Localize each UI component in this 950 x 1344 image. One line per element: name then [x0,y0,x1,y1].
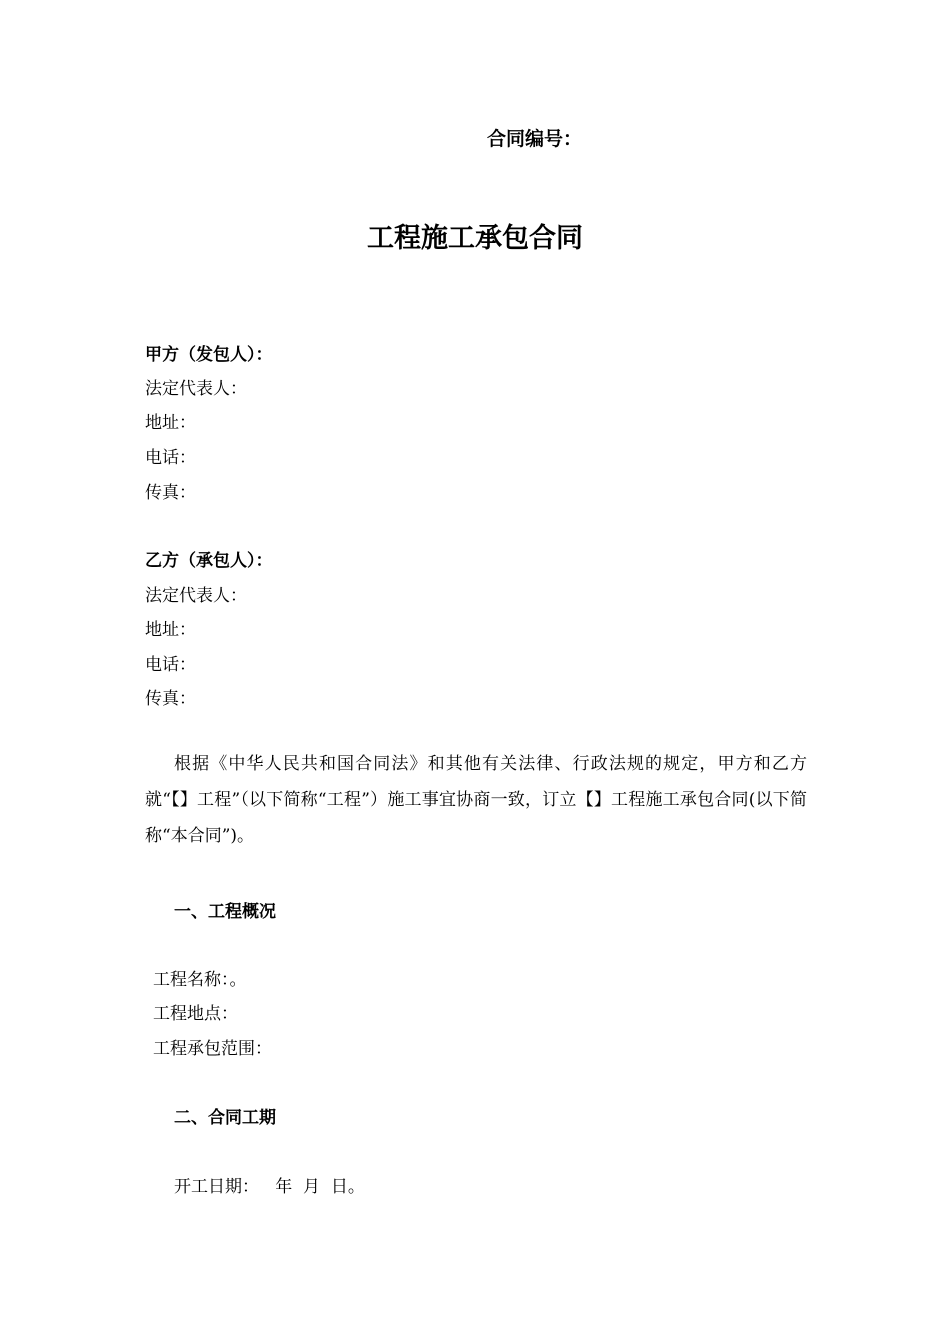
party-a-fax: 传真： [145,483,196,503]
section-2-heading: 二、合同工期 [174,1108,276,1128]
party-b-fax: 传真： [145,689,196,709]
project-scope-line: 工程承包范围： [153,1039,272,1059]
contract-number-label: 合同编号： [487,128,583,150]
party-a-rep: 法定代表人： [145,379,247,399]
party-b-rep: 法定代表人： [145,586,247,606]
document-title: 工程施工承包合同 [367,223,583,254]
project-name-line: 工程名称：。 [153,970,247,990]
intro-paragraph: 根据《中华人民共和国合同法》和其他有关法律、行政法规的规定，甲方和乙方就“【】工程”（以下简称“工程”）施工事宜协商一致，订立【】工程施工承包合同(以下简称“本合同”)。 [145,754,807,846]
party-b-heading: 乙方（承包人）： [145,551,273,571]
party-a-phone: 电话： [145,448,196,468]
party-b-phone: 电话： [145,655,196,675]
project-location-line: 工程地点： [153,1004,238,1024]
section-1-heading: 一、工程概况 [174,902,276,922]
party-a-heading: 甲方（发包人）： [145,345,273,365]
start-date-line: 开工日期： 年 月 日。 [174,1177,365,1197]
party-b-address: 地址： [145,620,196,640]
party-a-address: 地址： [145,413,196,433]
